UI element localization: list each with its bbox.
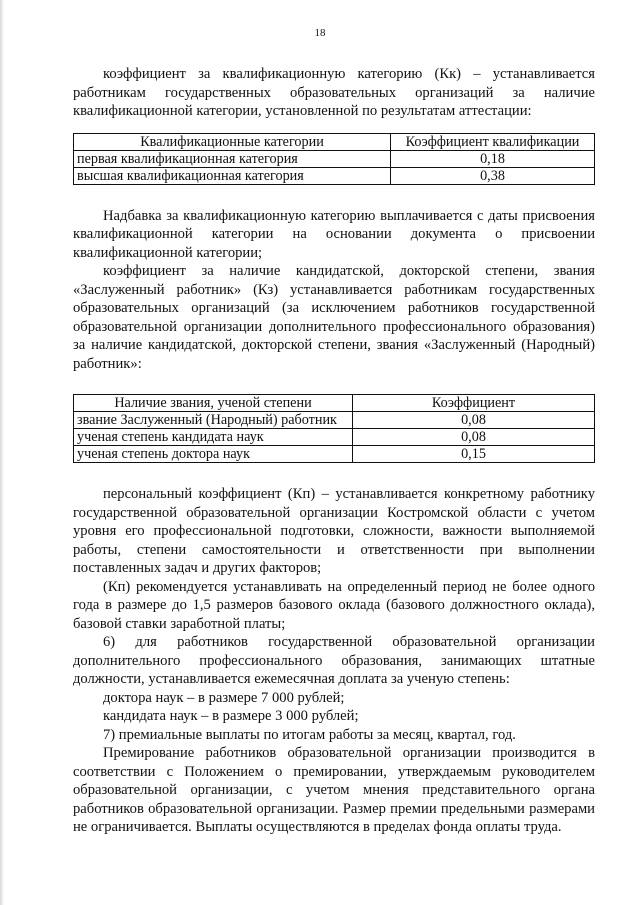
table-row	[74, 429, 595, 446]
paragraph-nadbavka: Надбавка за квалификационную категорию выплачивается с даты присвоения квалификационной категории на основании документа о присвоении квалификационной категории;	[73, 207, 595, 261]
table-row	[74, 167, 595, 184]
table-header-row	[74, 395, 595, 412]
paragraph-kz: коэффициент за наличие кандидатской, докторской степени, звания «Заслуженный работник» (Кз) устанавливается работникам государственных образовательных организаций (за исключением работников государственной образовательной организации дополнительного профессионального образования) за наличие кандидатской, докторской степени, звания «Заслуженный (Народный) работник»:	[73, 263, 595, 372]
table-header-cell: Коэффициент квалификации	[391, 133, 595, 150]
table-header-cell: Наличие звания, ученой степени	[74, 395, 353, 412]
document-body	[73, 65, 595, 837]
paragraph-item-7: 7) премиальные выплаты по итогам работы за месяц, квартал, год.	[103, 726, 516, 743]
table-row	[74, 412, 595, 429]
table-cell: 0,15	[353, 446, 595, 463]
scan-edge-shadow	[0, 0, 4, 905]
table-header-cell: Коэффициент	[353, 395, 595, 412]
table-cell: 0,08	[353, 429, 595, 446]
paragraph-kp-period: (Кп) рекомендуется устанавливать на определенный период не более одного года в размере до 1,5 размеров базового оклада (базового должностного оклада), базовой ставки заработной платы;	[73, 578, 595, 632]
table-cell: звание Заслуженный (Народный) работник	[74, 412, 353, 429]
table-cell: ученая степень кандидата наук	[74, 429, 353, 446]
table-cell: ученая степень доктора наук	[74, 446, 353, 463]
page-number: 18	[314, 27, 326, 39]
paragraph-doctor-payment: доктора наук – в размере 7 000 рублей;	[103, 689, 345, 706]
table-header-row	[74, 133, 595, 150]
paragraph-item-6: 6) для работников государственной образовательной организации дополнительного профессионального образования, занимающих штатные должности, устанавливается ежемесячная доплата за ученую степень:	[73, 634, 595, 687]
paragraph-candidate-payment: кандидата наук – в размере 3 000 рублей;	[103, 708, 359, 724]
table-row	[74, 150, 595, 167]
table-cell: 0,18	[391, 150, 595, 167]
paragraph-premium: Премирование работников образовательной организации производится в соответствии с Положением о премировании, утверждаемым руководителем образовательной организации, с учетом мнения представительного органа работников образовательной организации. Размер премии предельными размерами не ограничивается. Выплаты осуществляются в пределах фонда оплаты труда.	[73, 745, 595, 835]
table-cell: высшая квалификационная категория	[74, 167, 391, 184]
table-cell: 0,08	[353, 412, 595, 429]
paragraph-kp: персональный коэффициент (Кп) – устанавливается конкретному работнику государственной образовательной организации Костромской области с учетом уровня его профессиональной подготовки, сложности, важности выполняемой работы, степени самостоятельности и ответственности при выполнении поставленных задач и других факторов;	[73, 486, 595, 576]
table-cell: 0,38	[391, 167, 595, 184]
table-cell: первая квалификационная категория	[74, 150, 391, 167]
qualification-table	[73, 133, 595, 185]
paragraph-kk: коэффициент за квалификационную категорию (Кк) – устанавливается работникам государственных образовательных организаций за наличие квалификационной категории, установленной по результатам аттестации:	[73, 66, 595, 119]
degree-table	[73, 394, 595, 463]
table-row	[74, 446, 595, 463]
table-header-cell: Квалификационные категории	[74, 133, 391, 150]
